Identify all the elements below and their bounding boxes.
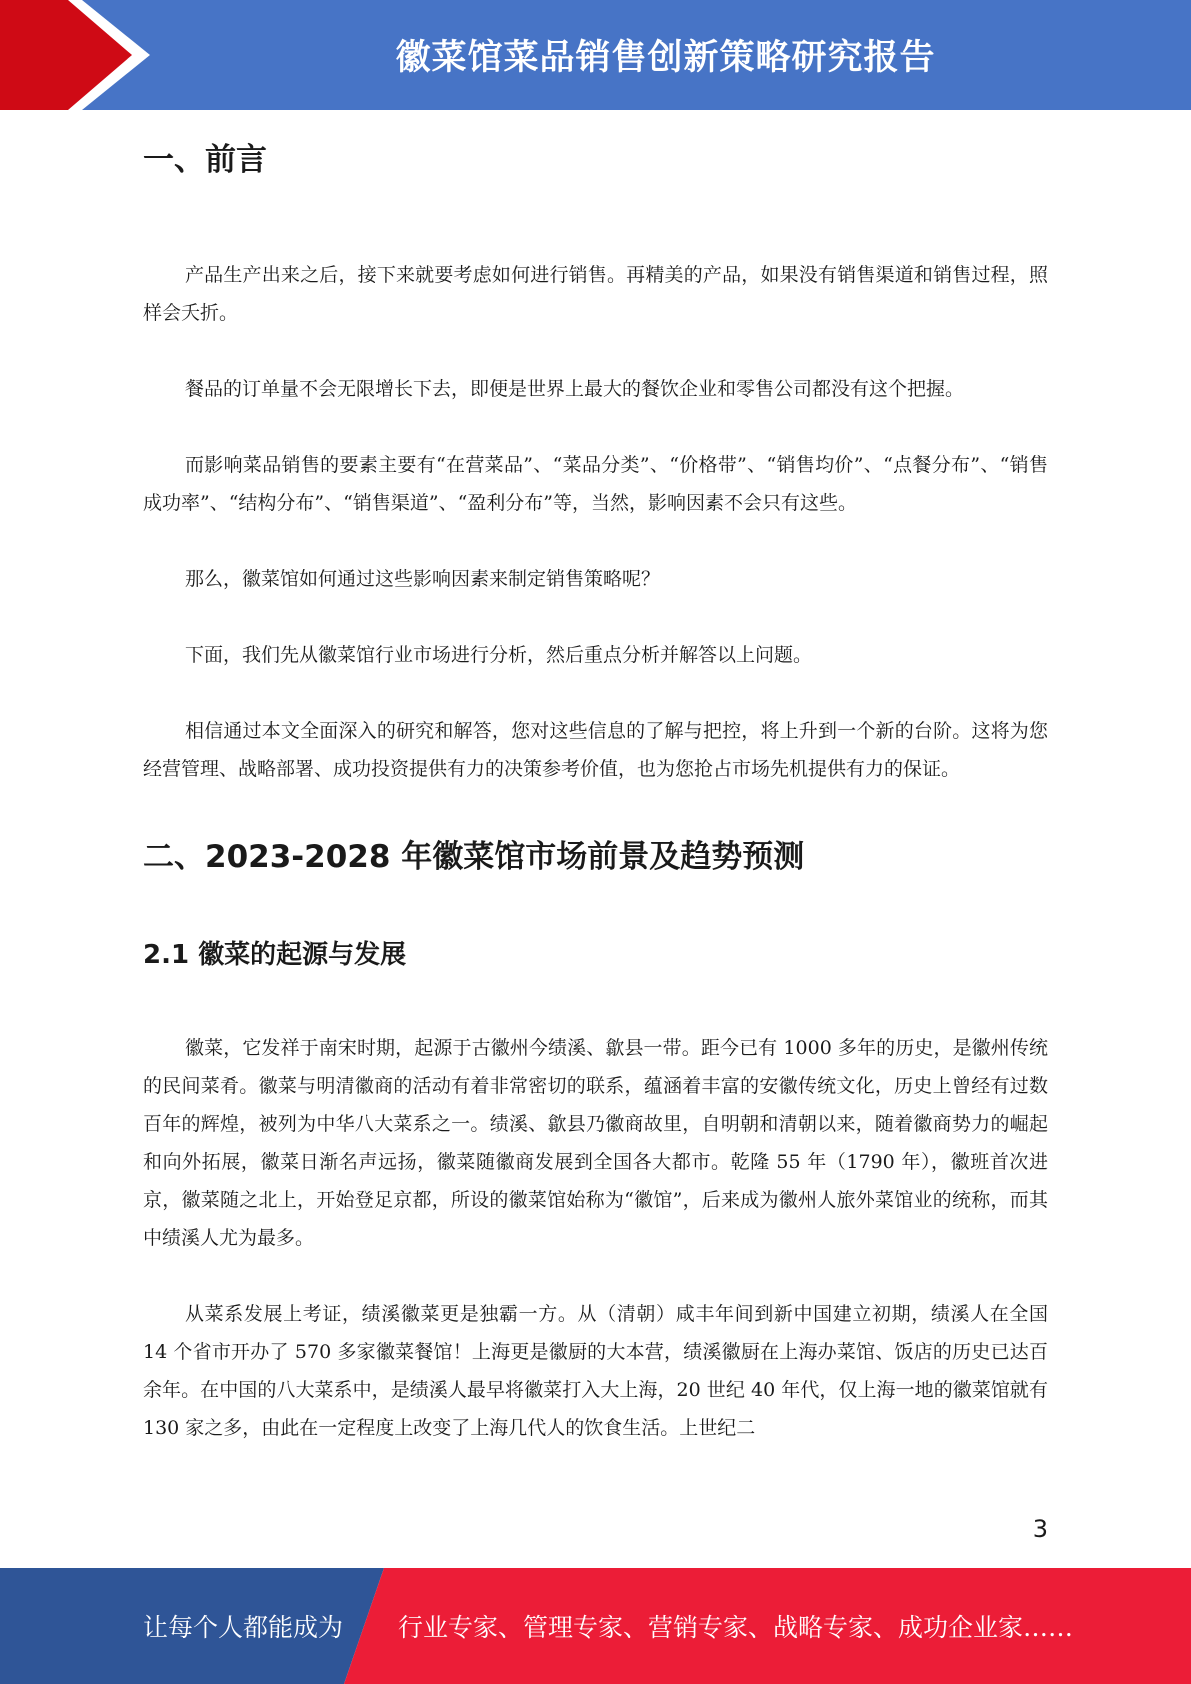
paragraph: 相信通过本文全面深入的研究和解答，您对这些信息的了解与把控，将上升到一个新的台阶。这将为您经营管理、战略部署、成功投资提供有力的决策参考价值，也为您抢占市场先机提供有力的保证。 <box>143 720 1048 780</box>
paragraph: 下面，我们先从徽菜馆行业市场进行分析，然后重点分析并解答以上问题。 <box>185 644 813 666</box>
paragraph: 徽菜，它发祥于南宋时期，起源于古徽州今绩溪、歙县一带。距今已有 1000 多年的历史，是徽州传统的民间菜肴。徽菜与明清徽商的活动有着非常密切的联系，蕴涵着丰富的安徽传统文化，历史上曾经有过数百年的辉煌，被列为中华八大菜系之一。绩溪、歙县乃徽商故里，自明朝和清朝以来，随着徽商势力的崛起和向外拓展，徽菜日渐名声远扬，徽菜随徽商发展到全国各大都市。乾隆 55 年（1790 年），徽班首次进京，徽菜随之北上，开始登足京都，所设的徽菜馆始称为“徽馆”，后来成为徽州人旅外菜馆业的统称，而其中绩溪人尤为最多。 <box>143 1037 1048 1249</box>
subsection-heading-origin: 2.1 徽菜的起源与发展 <box>143 940 407 970</box>
footer-slogan-left: 让每个人都能成为 <box>143 1613 344 1642</box>
main-content <box>143 135 1048 1447</box>
paragraph: 餐品的订单量不会无限增长下去，即便是世界上最大的餐饮企业和零售公司都没有这个把握。 <box>185 378 965 400</box>
section-heading-preface: 一、前言 <box>143 142 267 178</box>
paragraph: 从菜系发展上考证，绩溪徽菜更是独霸一方。从（清朝）咸丰年间到新中国建立初期，绩溪人在全国 14 个省市开办了 570 多家徽菜餐馆！上海更是徽厨的大本营，绩溪徽厨在上海办菜馆、饭店的历史已达百余年。在中国的八大菜系中，是绩溪人最早将徽菜打入大上海，20 世纪 40 年代，仅上海一地的徽菜馆就有 130 家之多，由此在一定程度上改变了上海几代人的饮食生活。上世纪二 <box>143 1303 1048 1439</box>
header-banner <box>0 0 1191 110</box>
section-heading-market-outlook: 二、2023-2028 年徽菜馆市场前景及趋势预测 <box>143 839 805 875</box>
paragraph: 而影响菜品销售的要素主要有“在营菜品”、“菜品分类”、“价格带”、“销售均价”、“点餐分布”、“销售成功率”、“结构分布”、“销售渠道”、“盈利分布”等，当然，影响因素不会只有这些。 <box>143 454 1048 514</box>
paragraph: 那么，徽菜馆如何通过这些影响因素来制定销售策略呢？ <box>185 568 661 590</box>
report-title: 徽菜馆菜品销售创新策略研究报告 <box>395 38 936 78</box>
footer-banner <box>0 1568 1191 1684</box>
page-number: 3 <box>1032 1515 1048 1543</box>
footer-slogan-right: 行业专家、管理专家、营销专家、战略专家、成功企业家…… <box>398 1613 1074 1642</box>
paragraph: 产品生产出来之后，接下来就要考虑如何进行销售。再精美的产品，如果没有销售渠道和销售过程，照样会夭折。 <box>143 264 1048 324</box>
